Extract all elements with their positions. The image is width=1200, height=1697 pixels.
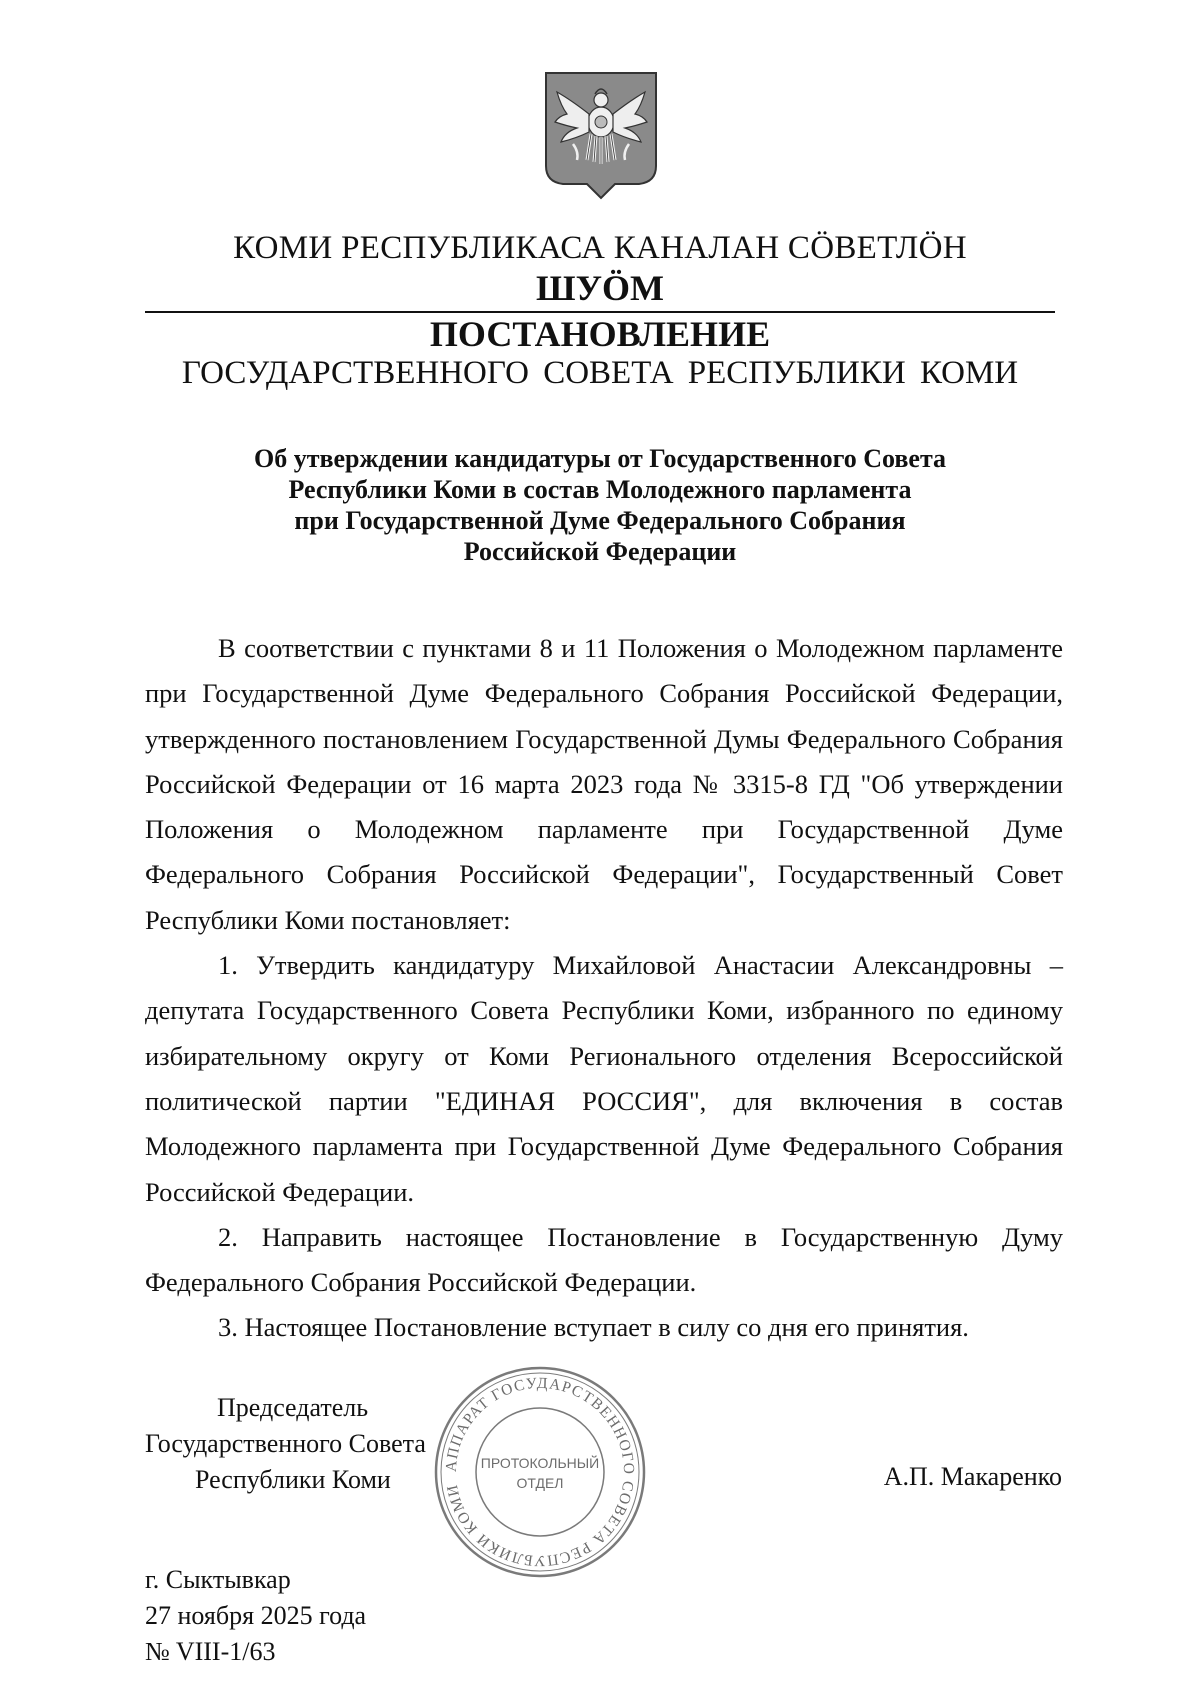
issuing-body: ГОСУДАРСТВЕННОГО СОВЕТА РЕСПУБЛИКИ КОМИ: [181, 355, 1019, 391]
komi-document-type: ШУӦМ: [536, 268, 664, 308]
document-title: [160, 443, 1040, 567]
document-number: № VIII-1/63: [145, 1637, 276, 1666]
stamp-center-line2: ОТДЕЛ: [516, 1475, 564, 1491]
title-line: Республики Коми в состав Молодежного парламента: [288, 475, 912, 504]
komi-council-title: КОМИ РЕСПУБЛИКАСА КАНАЛАН СӦВЕТЛӦН: [233, 230, 967, 266]
preamble-paragraph: В соответствии с пунктами 8 и 11 Положения о Молодежном парламенте при Государственной Думе Федерального Собрания Российской Федерации, утвержденного постановлением Государственной Думы Федерального Собрания Российской Федерации от 16 марта 2023 года № 3315-8 ГД "Об утверждении Положения о Молодежном парламенте при Государственной Думе Федерального Собрания Российской Федерации", Государственный Совет Республики Коми постановляет:: [145, 633, 1063, 935]
title-line: при Государственной Думе Федерального Собрания: [294, 506, 906, 535]
clause-3: 3. Настоящее Постановление вступает в силу со дня его принятия.: [218, 1312, 969, 1343]
document-type: ПОСТАНОВЛЕНИЕ: [429, 314, 771, 354]
official-stamp: [432, 1364, 648, 1580]
document-footer: [145, 1562, 366, 1670]
stamp-ring-text: АППАРАТ ГОСУДАРСТВЕННОГО СОВЕТА РЕСПУБЛИКИ КОМИ: [442, 1374, 638, 1570]
title-line: Российской Федерации: [463, 537, 737, 566]
komi-coat-of-arms-icon: [543, 70, 659, 200]
signatory-position: Председатель Государственного Совета Республики Коми: [145, 1393, 426, 1494]
title-line: Об утверждении кандидатуры от Государственного Совета: [253, 444, 947, 473]
stamp-center-line1: ПРОТОКОЛЬНЫЙ: [480, 1455, 600, 1471]
clause-1: 1. Утвердить кандидатуру Михайловой Анастасии Александровны – депутата Государственного Совета Республики Коми, избранного по единому избирательному округу от Коми Регионального отделения Всероссийской политической партии "ЕДИНАЯ РОССИЯ", для включения в состав Молодежного парламента при Государственной Думе Федерального Собрания Российской Федерации.: [145, 950, 1063, 1207]
svg-text:АППАРАТ ГОСУДАРСТВЕННОГО СОВЕТ: [443, 1375, 637, 1569]
place-of-issue: г. Сыктывкар: [145, 1565, 291, 1594]
clause-2: 2. Направить настоящее Постановление в Государственную Думу Федерального Собрания Российской Федерации.: [145, 1221, 1063, 1298]
signatory-name: А.П. Макаренко: [883, 1462, 1062, 1491]
date-of-issue: 27 ноября 2025 года: [145, 1601, 367, 1630]
document-body: [145, 626, 1063, 1351]
